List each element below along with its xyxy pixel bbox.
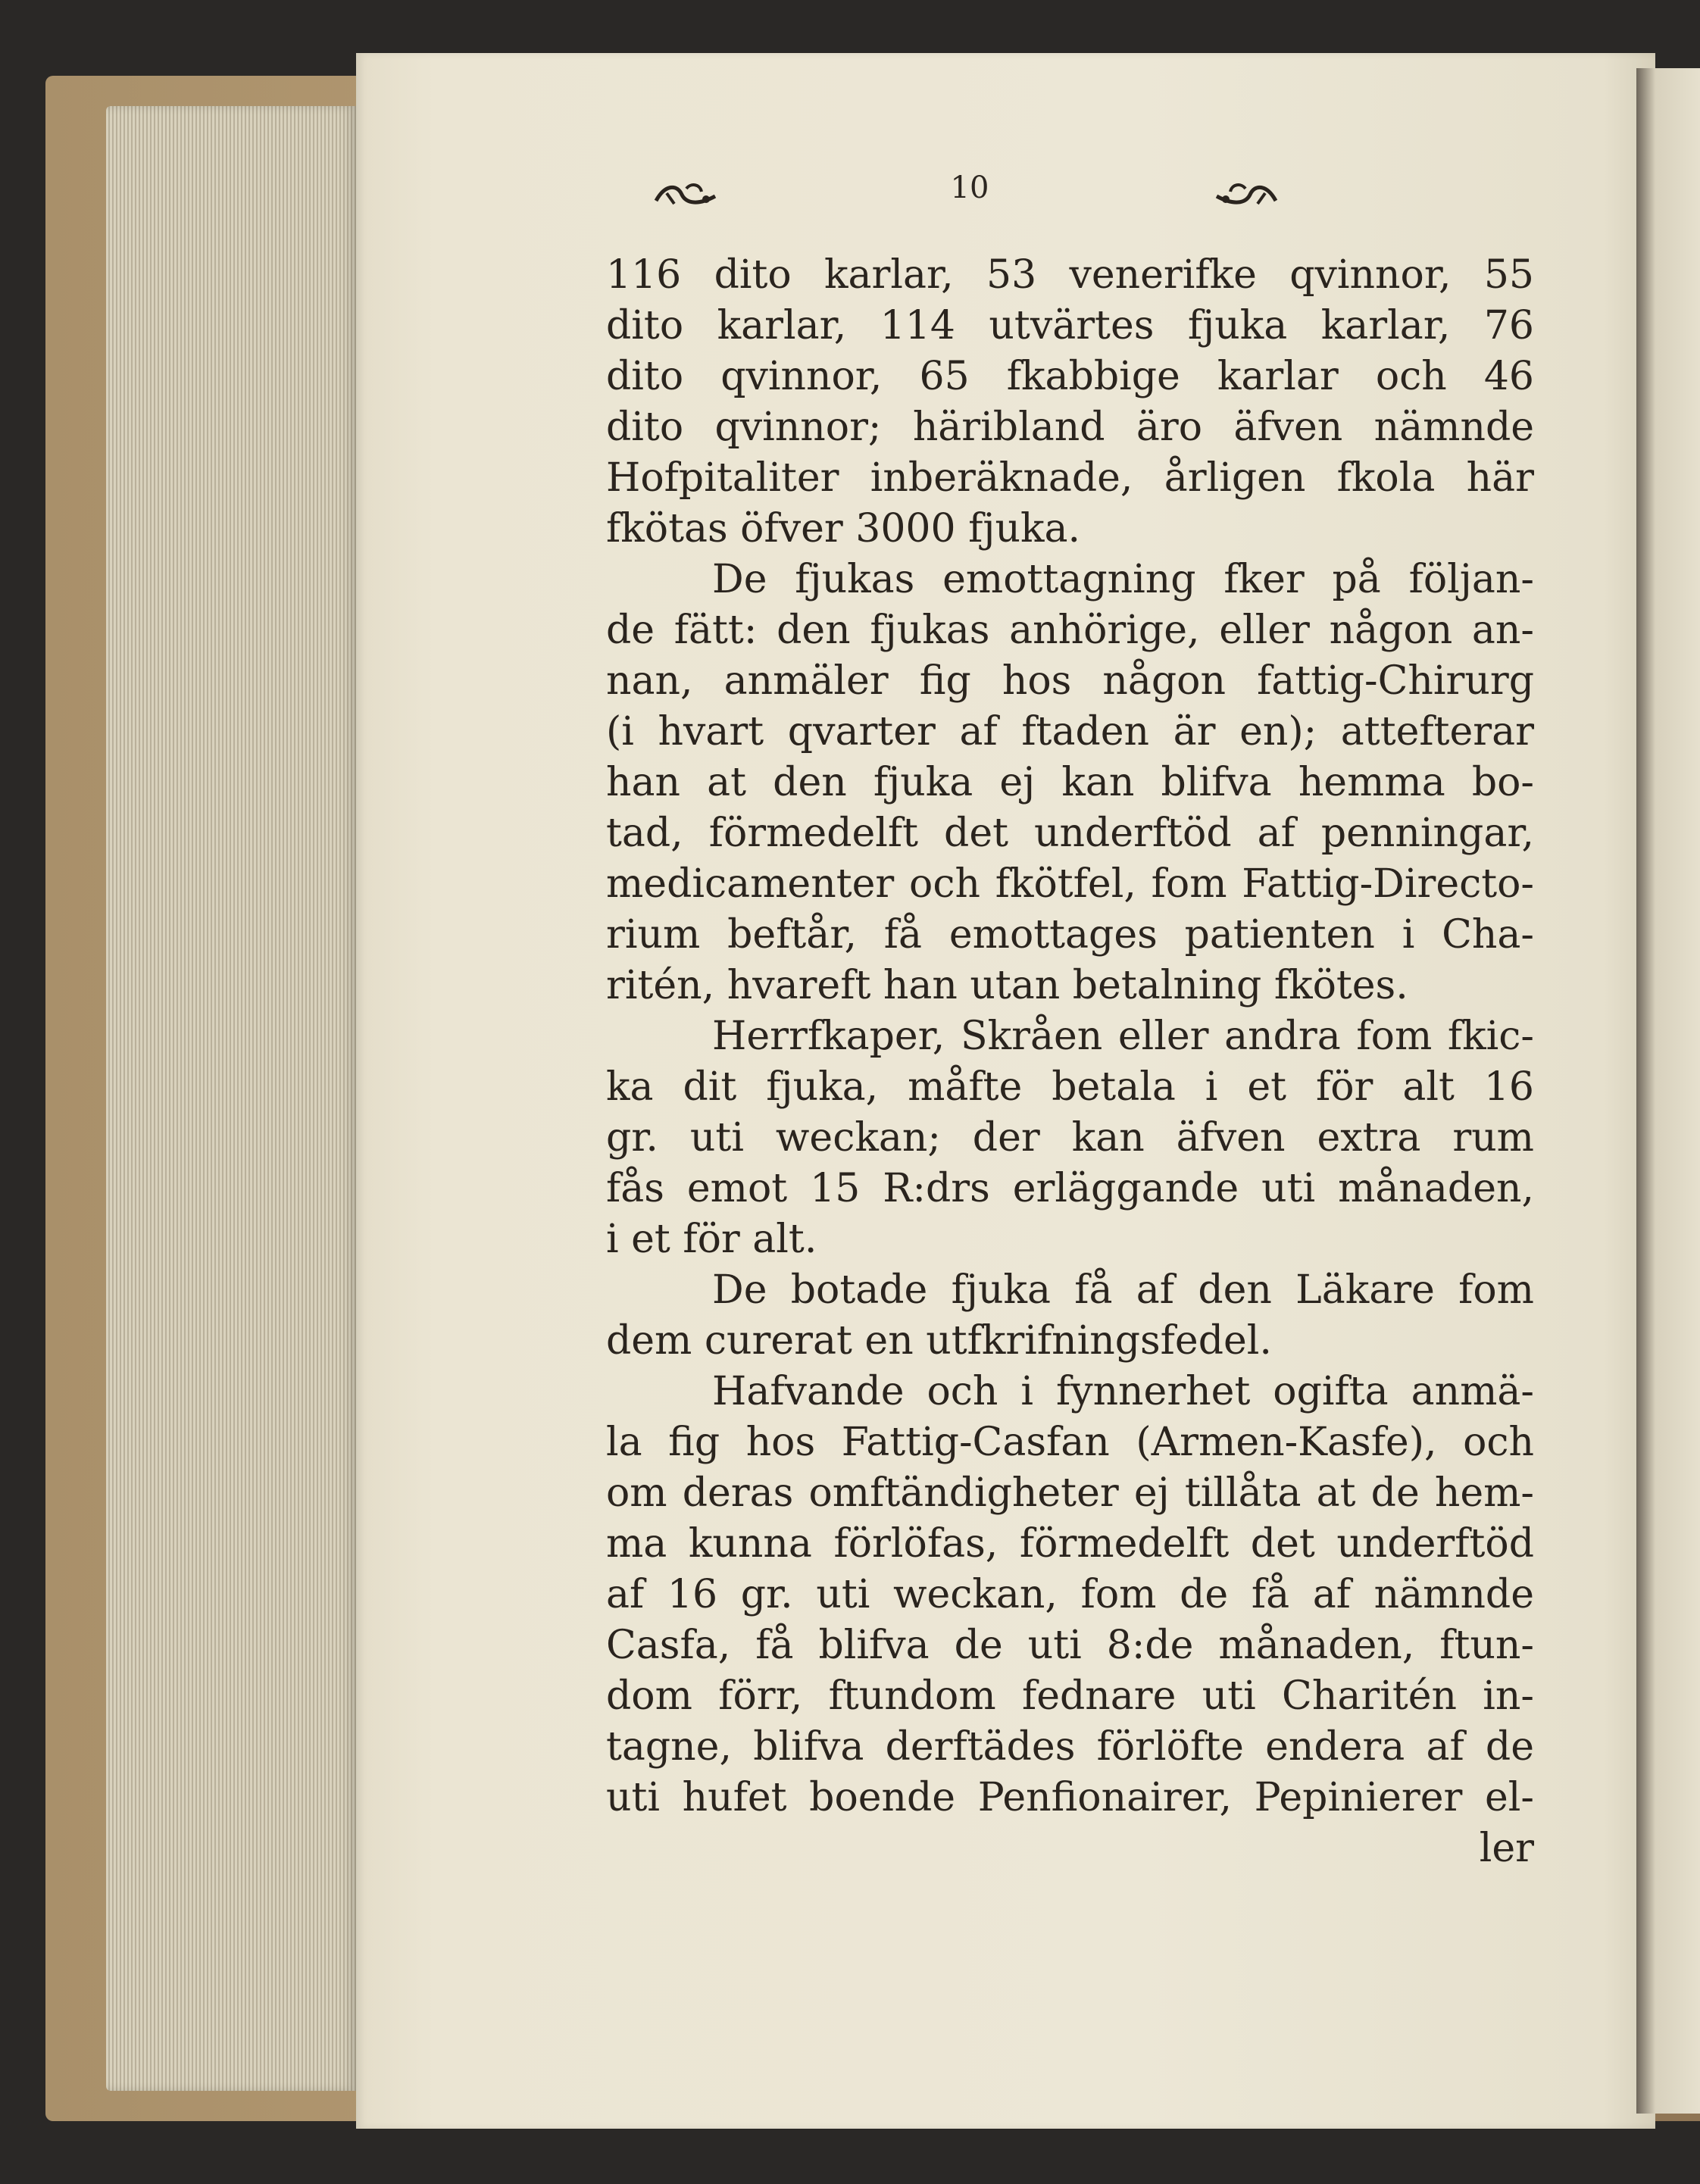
text-line: Casfa, få blifva de uti 8:de månaden, ftun- bbox=[606, 1623, 1534, 1668]
text-line: la fig hos Fattig-Casfan (Armen-Kasfe), och bbox=[606, 1420, 1534, 1465]
text-line: de fätt: den fjukas anhörige, eller någon an- bbox=[606, 608, 1534, 653]
text-line: tagne, blifva derftädes förlöfte endera af de bbox=[606, 1724, 1534, 1770]
text-line: gr. uti weckan; der kan äfven extra rum bbox=[606, 1115, 1534, 1161]
paragraph-1 bbox=[606, 250, 1534, 555]
text-line: dem curerat en utfkrifningsfedel. bbox=[606, 1318, 1272, 1364]
text-line: ma kunna förlöfas, förmedelft det underftöd bbox=[606, 1521, 1534, 1567]
text-line: medicamenter och fkötfel, fom Fattig-Directo- bbox=[606, 861, 1534, 907]
text-line: fås emot 15 R:drs erläggande uti månaden, bbox=[606, 1166, 1534, 1211]
right-fleuron-icon bbox=[1212, 178, 1280, 213]
text-line: Herrfkaper, Skråen eller andra fom fkic- bbox=[712, 1014, 1534, 1059]
text-line: De fjukas emottagning fker på följan- bbox=[712, 557, 1534, 602]
text-line: De botade fjuka få af den Läkare fom bbox=[712, 1267, 1534, 1313]
page-edges bbox=[106, 106, 356, 2091]
text-line: Hafvande och i fynnerhet ogifta anmä- bbox=[712, 1369, 1534, 1414]
paragraph-2 bbox=[606, 555, 1534, 1011]
text-line: Hofpitaliter inberäknade, årligen fkola här bbox=[606, 455, 1534, 501]
page-header bbox=[652, 170, 1288, 231]
text-line: i et för alt. bbox=[606, 1217, 817, 1262]
left-fleuron-icon bbox=[652, 178, 720, 213]
text-line: ka dit fjuka, måfte betala i et för alt 16 bbox=[606, 1064, 1534, 1110]
text-line: tad, förmedelft det underftöd af penningar, bbox=[606, 811, 1534, 856]
text-line: om deras omftändigheter ej tillåta at de hem- bbox=[606, 1470, 1534, 1516]
text-line: dito karlar, 114 utvärtes fjuka karlar, 76 bbox=[606, 303, 1534, 348]
text-line: 116 dito karlar, 53 venerifke qvinnor, 55 bbox=[606, 252, 1534, 298]
paragraph-3 bbox=[606, 1011, 1534, 1265]
catchword: ler bbox=[1479, 1826, 1534, 1871]
text-line: nan, anmäler fig hos någon fattig-Chirurg bbox=[606, 658, 1534, 704]
paragraph-5 bbox=[606, 1367, 1534, 1823]
text-line: dito qvinnor; häribland äro äfven nämnde bbox=[606, 405, 1534, 450]
text-line: uti hufet boende Penfionairer, Pepinierer el- bbox=[606, 1775, 1534, 1820]
text-line: ritén, hvareft han utan betalning fkötes. bbox=[606, 963, 1408, 1008]
text-line: rium beftår, få emottages patienten i Cha- bbox=[606, 912, 1534, 958]
text-line: han at den fjuka ej kan blifva hemma bo- bbox=[606, 760, 1534, 805]
text-line: dito qvinnor, 65 fkabbige karlar och 46 bbox=[606, 354, 1534, 399]
text-line: dom förr, ftundom fednare uti Charitén in- bbox=[606, 1673, 1534, 1719]
paragraph-4 bbox=[606, 1265, 1534, 1367]
page-number: 10 bbox=[950, 170, 989, 205]
facing-page-edge bbox=[1636, 68, 1700, 2114]
text-line: (i hvart qvarter af ftaden är en); attefterar bbox=[606, 709, 1534, 755]
body-text bbox=[606, 250, 1534, 1874]
text-line: af 16 gr. uti weckan, fom de få af nämnde bbox=[606, 1572, 1534, 1617]
text-line: fkötas öfver 3000 fjuka. bbox=[606, 506, 1081, 551]
